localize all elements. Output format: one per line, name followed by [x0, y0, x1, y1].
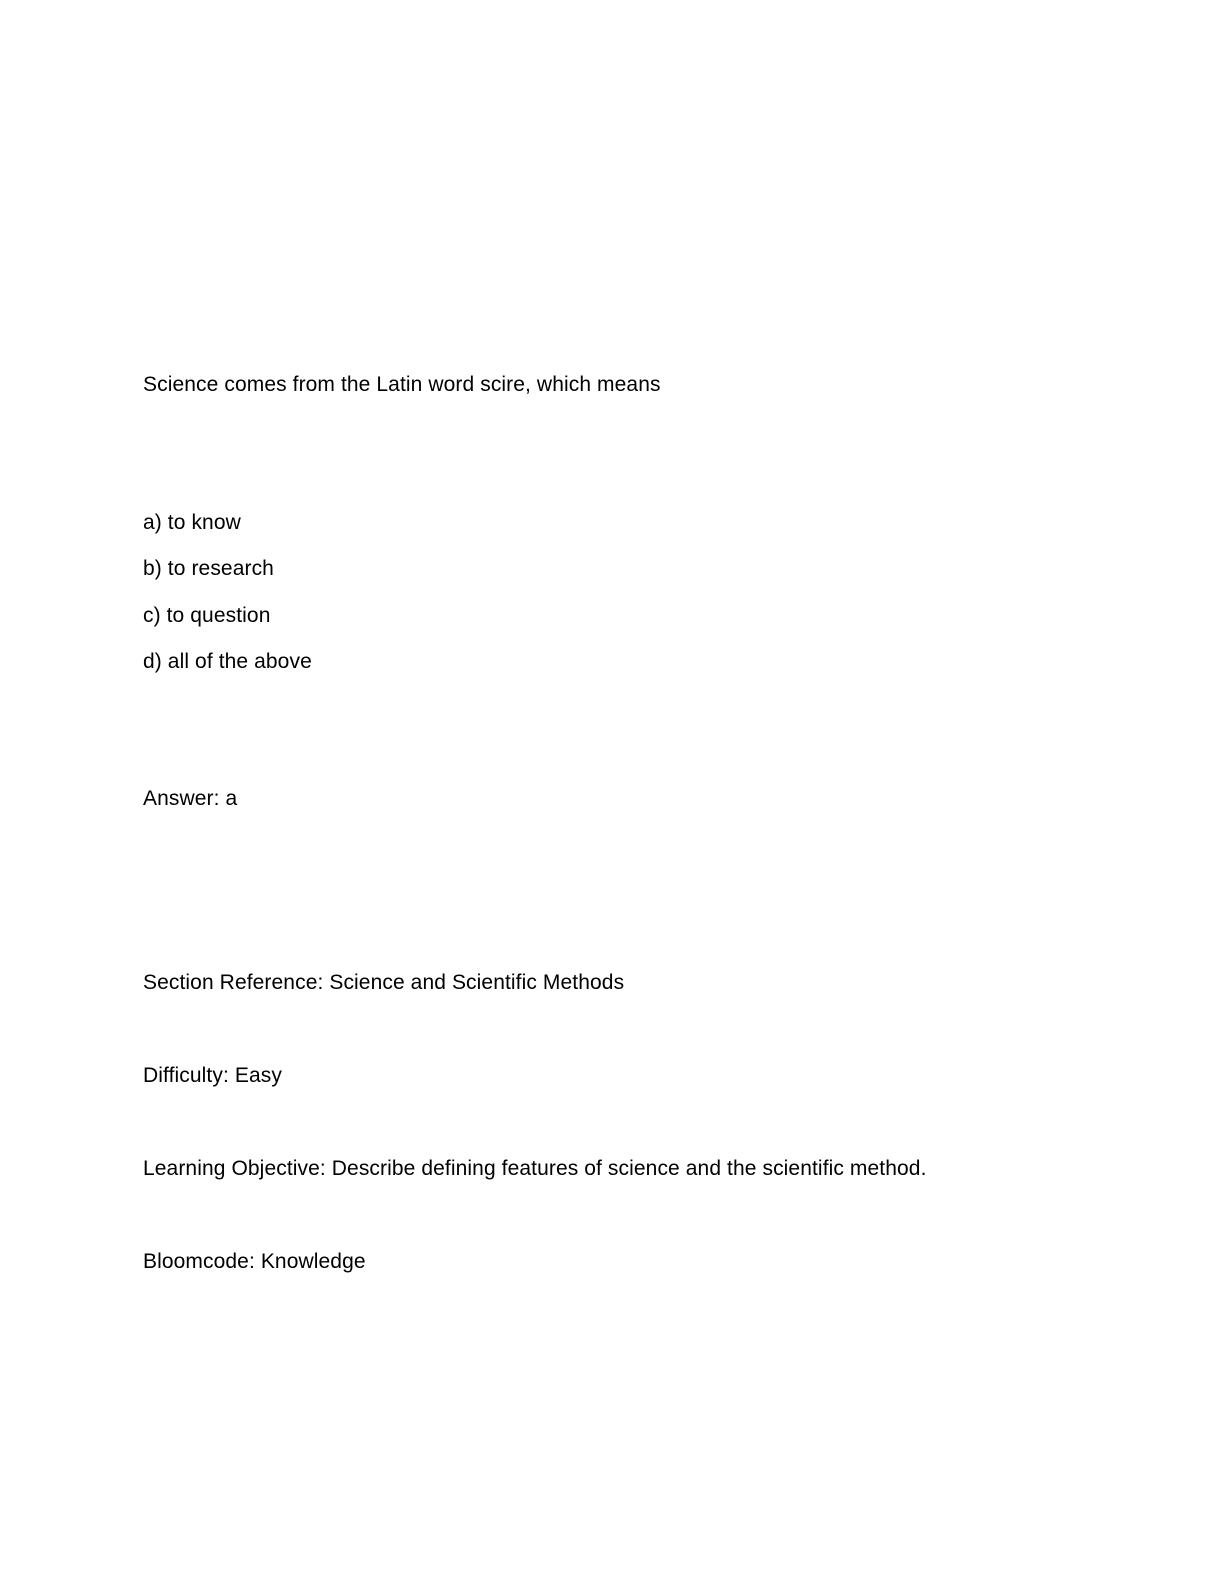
learning-objective: Learning Objective: Describe defining features of science and the scientific method. — [143, 1157, 927, 1180]
section-reference: Section Reference: Science and Scientific Methods — [143, 971, 625, 994]
option-d: d) all of the above — [143, 650, 312, 673]
answer-text: Answer: a — [143, 787, 238, 810]
difficulty: Difficulty: Easy — [143, 1064, 282, 1087]
question-text: Science comes from the Latin word scire, which means — [143, 373, 661, 396]
option-c: c) to question — [143, 604, 271, 627]
bloomcode: Bloomcode: Knowledge — [143, 1250, 366, 1273]
option-b: b) to research — [143, 557, 274, 580]
option-a: a) to know — [143, 511, 241, 534]
